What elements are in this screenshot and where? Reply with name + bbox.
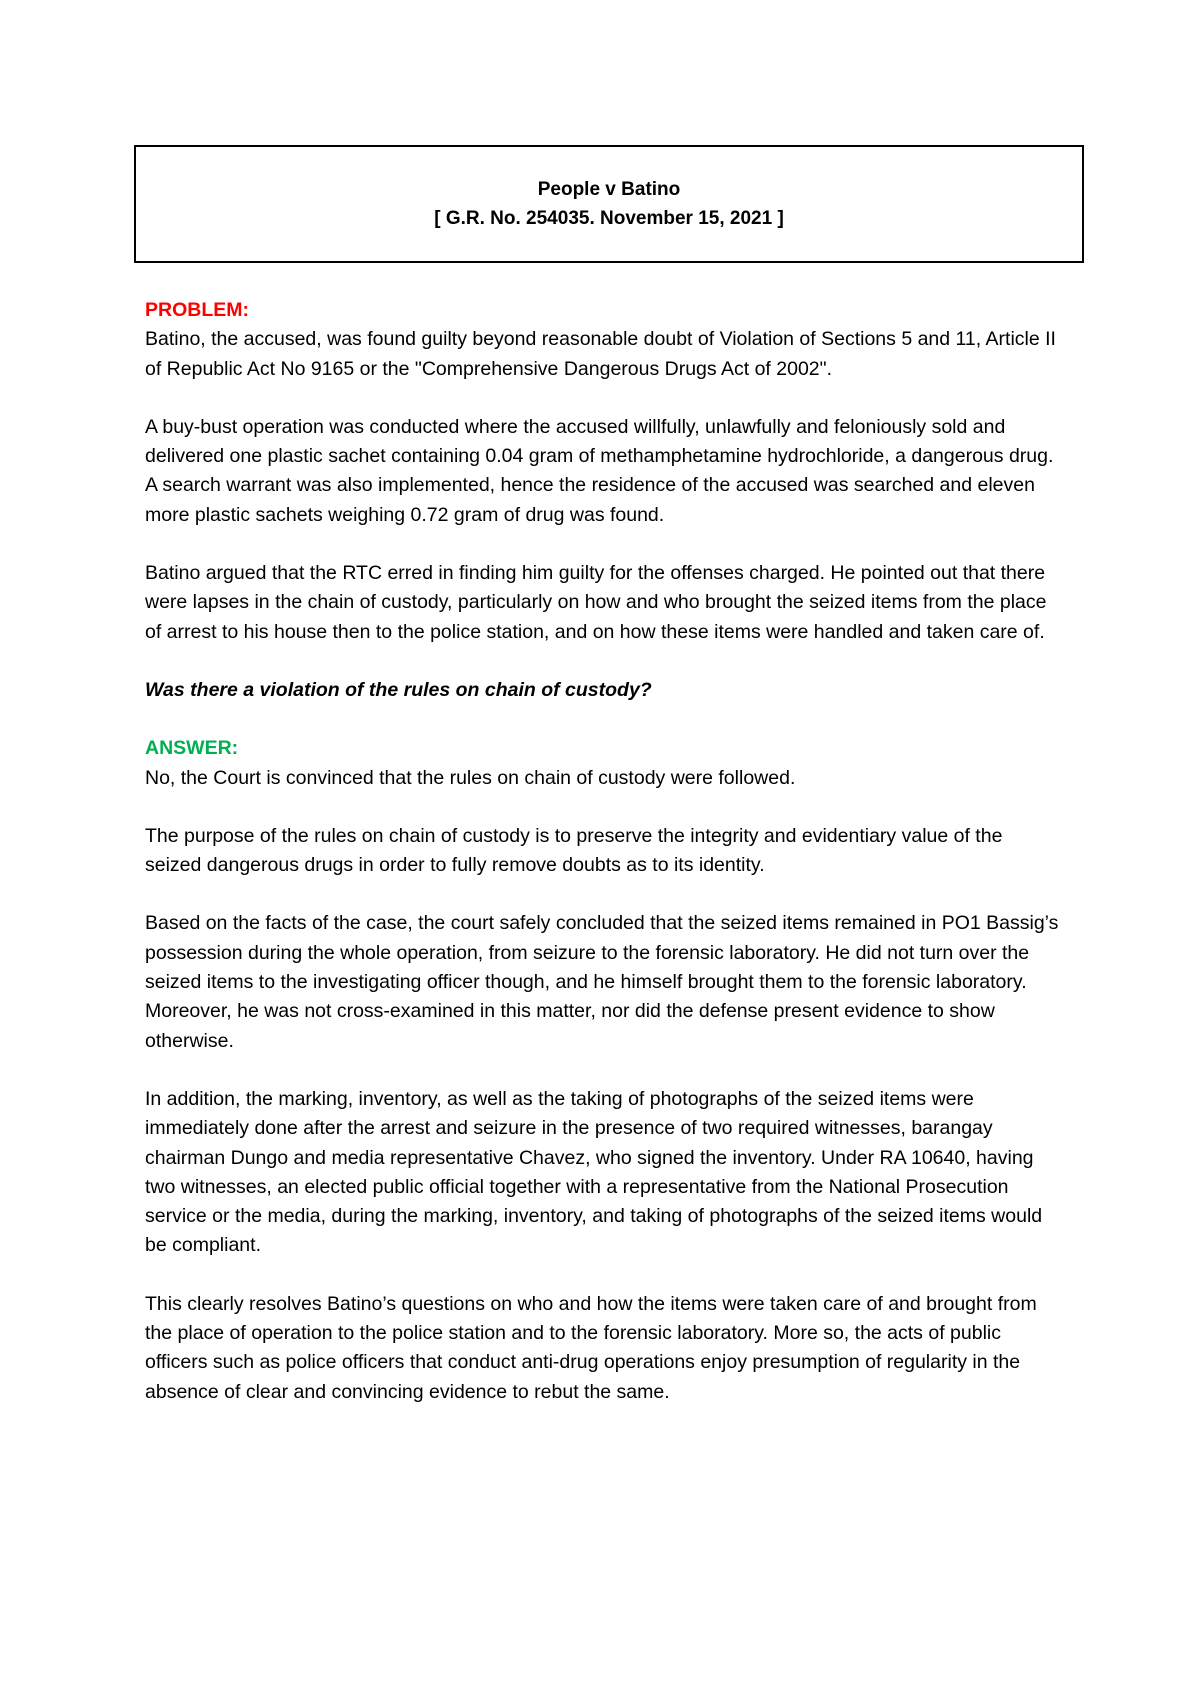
problem-paragraph-2: A buy-bust operation was conducted where the accused willfully, unlawfully and feloniously sold and delivered one plastic sachet containing 0.04 gram of methamphetamine hydrochloride, a dangerous drug. A search warrant was also implemented, hence the residence of the accused was searched and eleven more plastic sachets weighing 0.72 gram of drug was found. (145, 415, 1054, 526)
document-body (145, 296, 1060, 1436)
answer-label: ANSWER: (145, 737, 239, 760)
title-box (134, 145, 1084, 263)
problem-paragraph-3: Batino argued that the RTC erred in finding him guilty for the offenses charged. He pointed out that there were lapses in the chain of custody, particularly on how and who brought the seized items from the place of arrest to his house then to the police station, and on how these items were handled and taken care of. (145, 562, 1047, 643)
answer-paragraph-2: The purpose of the rules on chain of custody is to preserve the integrity and evidentiary value of the seized dangerous drugs in order to fully remove doubts as to its identity. (145, 824, 1003, 877)
answer-paragraph-5: This clearly resolves Batino’s questions on who and how the items were taken care of and brought from the place of operation to the police station and to the forensic laboratory. More so, the acts of public officers such as police officers that conduct anti-drug operations enjoy presumption of regularity in the absence of clear and convincing evidence to rebut the same. (145, 1292, 1037, 1403)
answer-paragraph-1: No, the Court is convinced that the rules on chain of custody were followed. (145, 766, 796, 789)
problem-question: Was there a violation of the rules on chain of custody? (145, 678, 652, 701)
answer-paragraph-3: Based on the facts of the case, the court safely concluded that the seized items remained in PO1 Bassig’s possession during the whole operation, from seizure to the forensic laboratory. He did not turn over the seized items to the investigating officer though, and he himself brought them to the forensic laboratory. Moreover, he was not cross-examined in this matter, nor did the defense present evidence to show otherwise. (145, 912, 1059, 1052)
problem-label: PROBLEM: (145, 299, 249, 321)
case-citation: [ G.R. No. 254035. November 15, 2021 ] (434, 208, 784, 229)
problem-paragraph-1: Batino, the accused, was found guilty beyond reasonable doubt of Violation of Sections 5 and 11, Article II of Republic Act No 9165 or the "Comprehensive Dangerous Drugs Act of 2002". (145, 328, 1056, 380)
case-title: People v Batino (537, 179, 681, 200)
answer-paragraph-4: In addition, the marking, inventory, as well as the taking of photographs of the seized items were immediately done after the arrest and seizure in the presence of two required witnesses, barangay chairman Dungo and media representative Chavez, who signed the inventory. Under RA 10640, having two witnesses, an elected public official together with a representative from the National Prosecution service or the media, during the marking, inventory, and taking of photographs of the seized items would be compliant. (145, 1087, 1043, 1257)
